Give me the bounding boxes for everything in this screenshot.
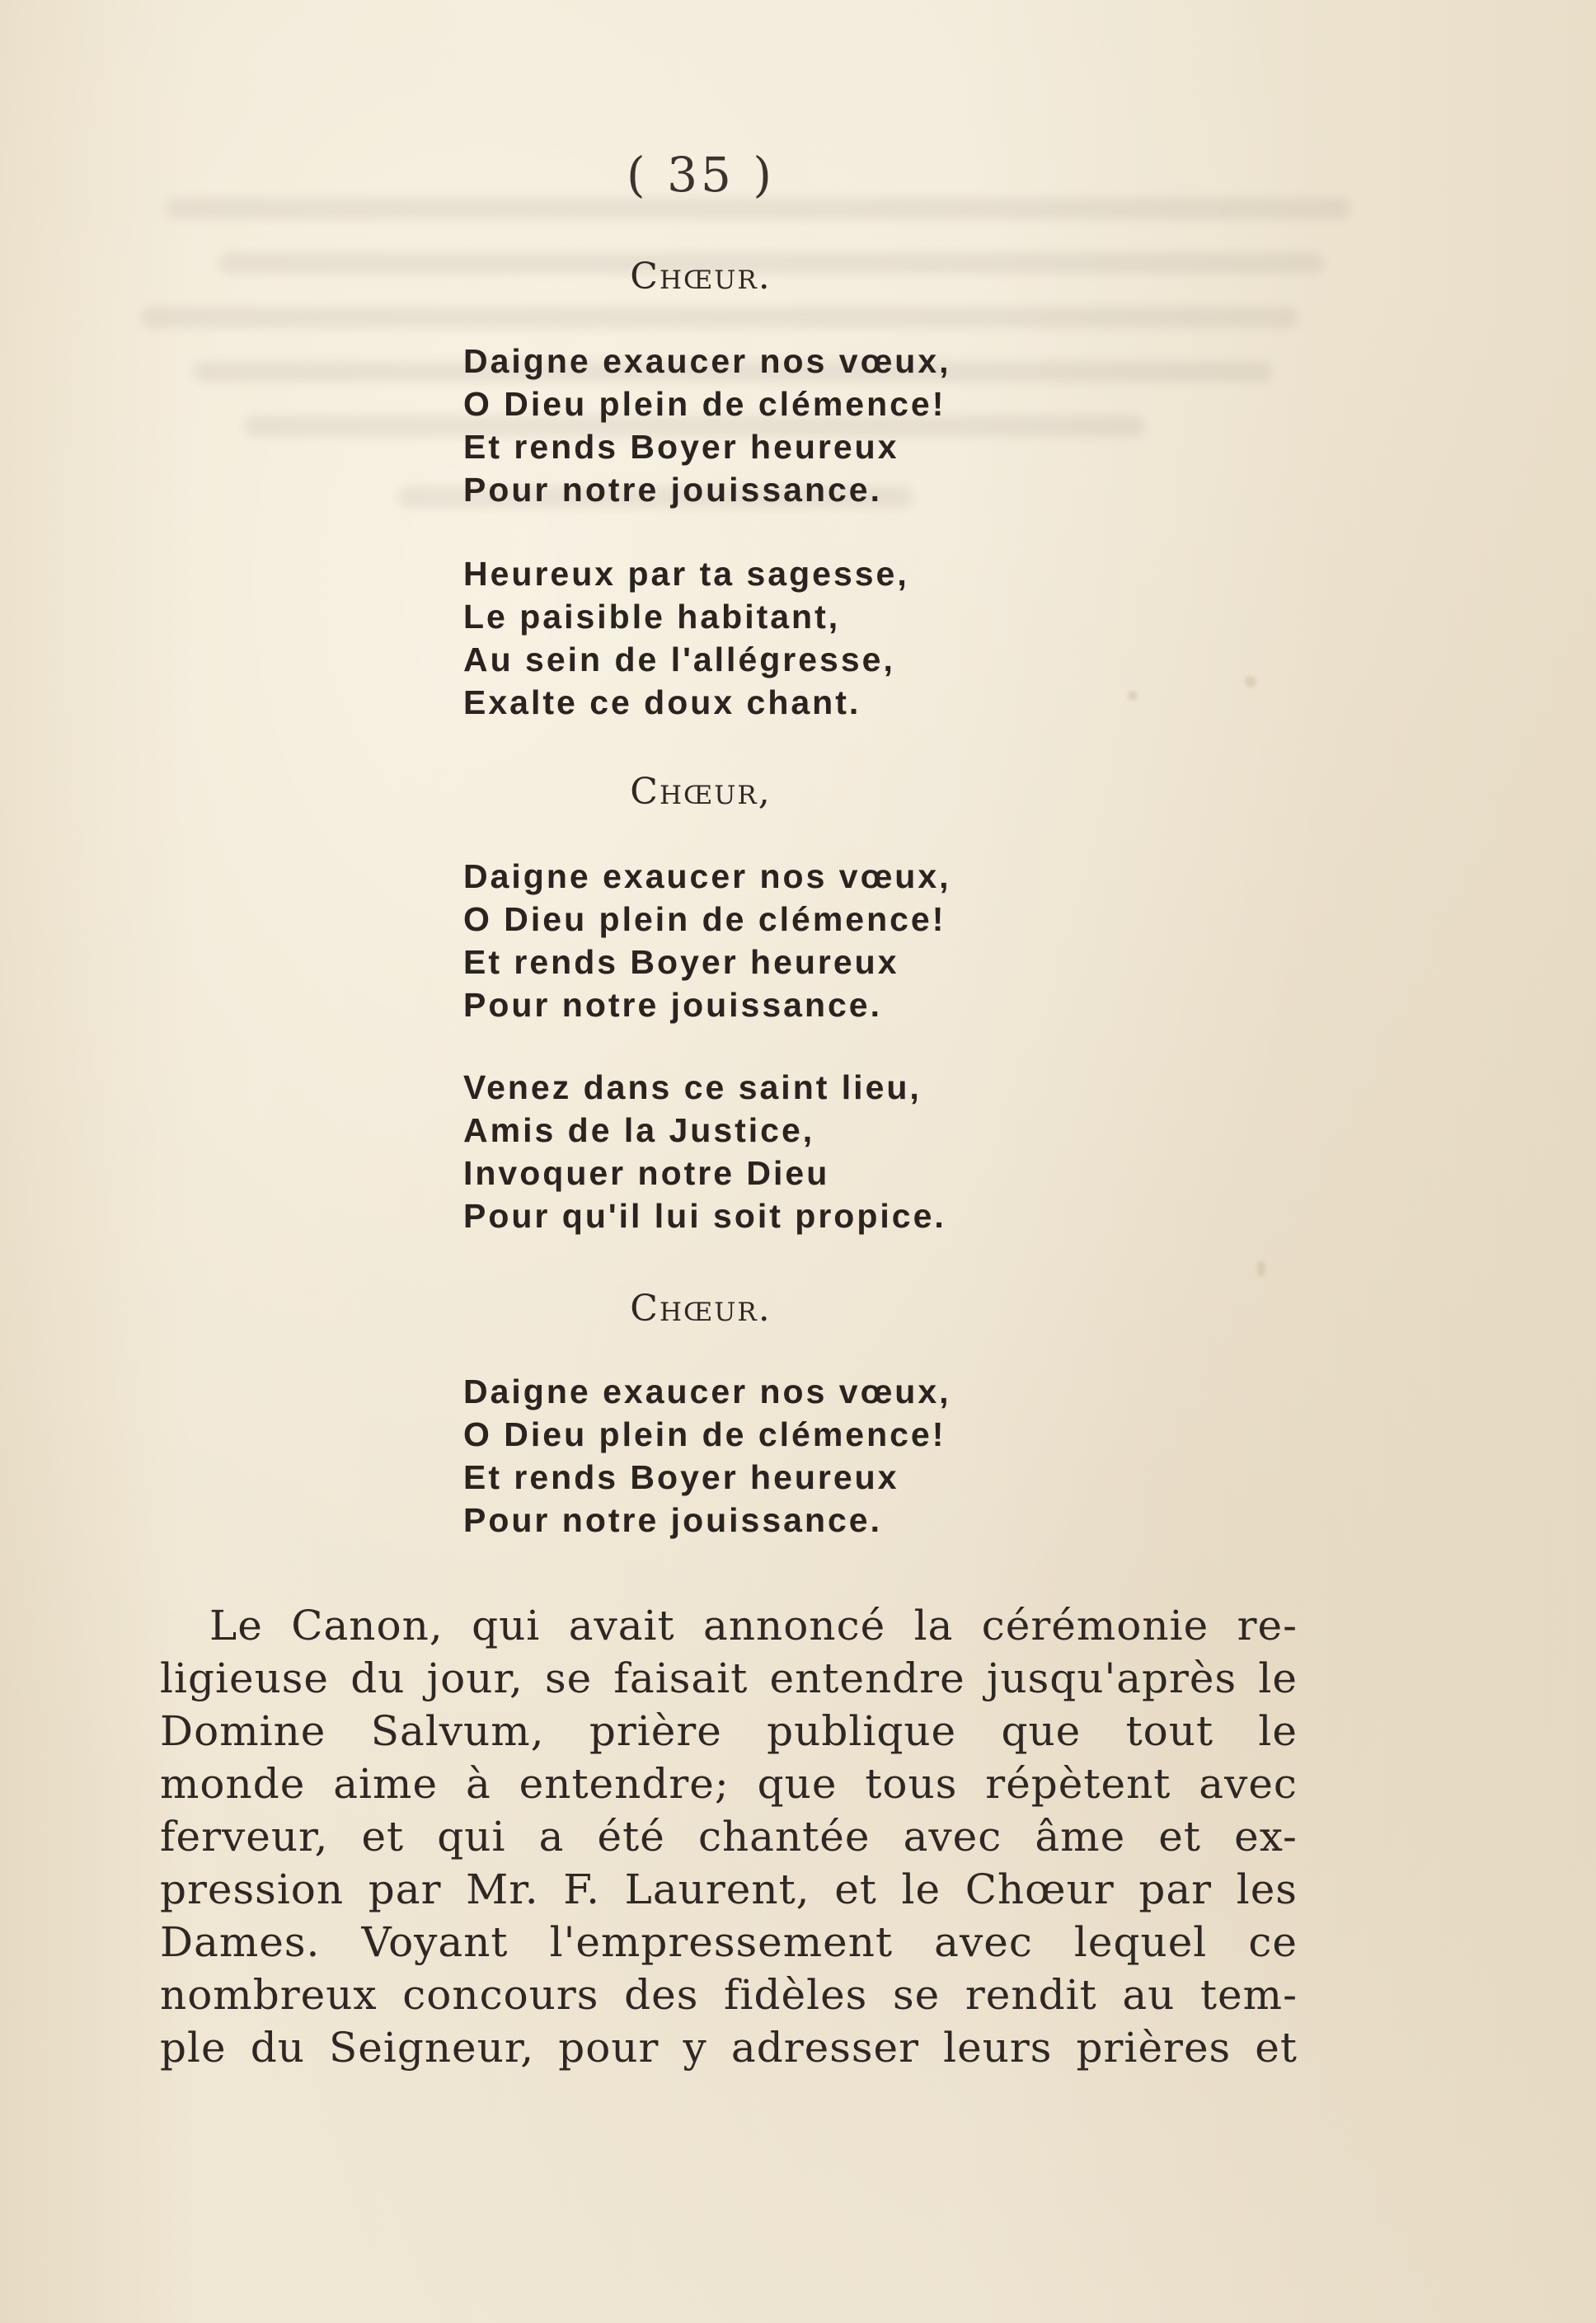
prose-word: Laurent, <box>624 1865 810 1913</box>
prose-word: chantée <box>697 1813 871 1861</box>
verse-line: Pour qu'il lui soit propice. <box>463 1197 946 1235</box>
prose-word: des <box>624 1971 699 2019</box>
prose-word: tem- <box>1199 1971 1298 2019</box>
verse-line: Au sein de l'allégresse, <box>463 641 895 678</box>
prose-word: rendit <box>965 1971 1097 2019</box>
prose-word: aime <box>333 1760 439 1808</box>
prose-word: re- <box>1237 1602 1298 1650</box>
verse-line: O Dieu plein de clémence! <box>463 1415 946 1453</box>
foxing-spot <box>1257 1261 1265 1276</box>
prose-word: nombreux <box>160 1971 378 2019</box>
verse-line: O Dieu plein de clémence! <box>463 385 946 423</box>
prose-word: se <box>544 1654 593 1702</box>
prose-line <box>160 2021 1298 2074</box>
prose-word: et <box>361 1813 405 1861</box>
verse-line: Daigne exaucer nos vœux, <box>463 857 951 895</box>
verse-line: O Dieu plein de clémence! <box>463 900 946 938</box>
prose-word: avec <box>903 1813 1002 1861</box>
prose-word: à <box>465 1760 491 1808</box>
prose-word: qui <box>437 1813 506 1861</box>
prose-word: a <box>538 1813 565 1861</box>
prose-word: la <box>913 1602 954 1650</box>
prose-word: avec <box>934 1918 1033 1966</box>
prose-word: les <box>1236 1865 1298 1913</box>
verse-line: Et rends Boyer heureux <box>463 428 899 466</box>
prose-word: âme <box>1035 1813 1126 1861</box>
verse-line: Le paisible habitant, <box>463 598 841 636</box>
verse-line: Daigne exaucer nos vœux, <box>463 342 951 380</box>
verse-line: Invoquer notre Dieu <box>463 1154 830 1192</box>
verse-line: Pour notre jouissance. <box>463 1501 882 1539</box>
verse-line: Amis de la Justice, <box>463 1111 815 1149</box>
prose-word: leurs <box>943 2024 1053 2072</box>
foxing-spot <box>1245 676 1256 688</box>
prose-line <box>160 1810 1298 1863</box>
verse-line: Pour notre jouissance. <box>463 986 882 1024</box>
prose-word: le <box>1258 1654 1298 1702</box>
prose-word: que <box>757 1760 838 1808</box>
prose-word: tous <box>865 1760 958 1808</box>
prose-word: annoncé <box>703 1602 886 1650</box>
prose-word: tout <box>1125 1707 1214 1755</box>
verse-line: Daigne exaucer nos vœux, <box>463 1373 951 1410</box>
verse-stanza <box>463 855 1057 1026</box>
verse-line: Exalte ce doux chant. <box>463 683 861 721</box>
prose-word: F. <box>563 1865 601 1913</box>
prose-word: prières <box>1076 2024 1232 2072</box>
prose-word: au <box>1122 1971 1176 2019</box>
prose-word: prière <box>589 1707 722 1755</box>
prose-word: le <box>1258 1707 1298 1755</box>
prose-word: entendre; <box>519 1760 730 1808</box>
prose-word: par <box>1138 1865 1213 1913</box>
verse-stanza <box>463 1066 1057 1237</box>
prose-word: et <box>834 1865 877 1913</box>
prose-word: publique <box>767 1707 957 1755</box>
prose-word: lequel <box>1073 1918 1208 1966</box>
prose-word: répètent <box>985 1760 1171 1808</box>
prose-word: monde <box>160 1760 306 1808</box>
page-number: ( 35 ) <box>627 147 775 203</box>
prose-line <box>160 1969 1298 2021</box>
prose-word: ex- <box>1234 1813 1298 1861</box>
prose-word: avait <box>568 1602 675 1650</box>
prose-word: ligieuse <box>160 1654 330 1702</box>
prose-word: le <box>901 1865 941 1913</box>
prose-word: fidèles <box>724 1971 868 2019</box>
prose-word: pour <box>558 2024 660 2072</box>
prose-word: l'empressement <box>549 1918 894 1966</box>
prose-word: que <box>1001 1707 1082 1755</box>
prose-line <box>160 1916 1298 1969</box>
prose-word: Canon, <box>291 1602 444 1650</box>
prose-line <box>160 1652 1298 1705</box>
prose-word: Dames. <box>160 1918 321 1966</box>
prose-word: et <box>1158 1813 1201 1861</box>
prose-word: entendre <box>769 1654 965 1702</box>
prose-word: ferveur, <box>160 1813 329 1861</box>
prose-word: Le <box>209 1602 263 1650</box>
prose-word: Voyant <box>361 1918 509 1966</box>
verse-stanza <box>463 340 1057 511</box>
verse-line: Pour notre jouissance. <box>463 471 882 509</box>
chorus-heading: Chœur. <box>630 1288 772 1330</box>
prose-word: Domine <box>160 1707 326 1755</box>
prose-word: Seigneur, <box>329 2024 535 2072</box>
prose-word: qui <box>472 1602 541 1650</box>
prose-line <box>160 1599 1298 1652</box>
verse-stanza <box>463 1370 1057 1542</box>
prose-word: du <box>350 1654 406 1702</box>
verse-line: Et rends Boyer heureux <box>463 1458 899 1496</box>
prose-paragraph <box>160 1599 1298 2074</box>
prose-word: concours <box>402 1971 599 2019</box>
verse-line: Et rends Boyer heureux <box>463 943 899 981</box>
prose-word: se <box>892 1971 941 2019</box>
prose-word: y <box>683 2024 707 2072</box>
prose-word: cérémonie <box>981 1602 1209 1650</box>
prose-line <box>160 1863 1298 1916</box>
chorus-heading: Chœur. <box>630 256 772 298</box>
prose-word: du <box>250 2024 305 2072</box>
chorus-heading: Chœur, <box>630 771 772 813</box>
prose-word: ce <box>1248 1918 1298 1966</box>
foxing-spot <box>1128 691 1138 701</box>
prose-word: Salvum, <box>370 1707 545 1755</box>
prose-word: faisait <box>613 1654 749 1702</box>
verse-line: Venez dans ce saint lieu, <box>463 1068 922 1106</box>
verse-stanza <box>463 552 1057 724</box>
prose-line <box>160 1705 1298 1758</box>
prose-word: Chœur <box>965 1865 1115 1913</box>
prose-word: jusqu'après <box>986 1654 1237 1702</box>
prose-word: par <box>368 1865 442 1913</box>
prose-word: Mr. <box>466 1865 539 1913</box>
prose-word: et <box>1255 2024 1298 2072</box>
prose-word: ple <box>160 2024 227 2072</box>
prose-word: jour, <box>426 1654 523 1702</box>
prose-word: adresser <box>730 2024 920 2072</box>
prose-word: avec <box>1199 1760 1298 1808</box>
prose-word: pression <box>160 1865 345 1913</box>
prose-line <box>160 1758 1298 1810</box>
verse-line: Heureux par ta sagesse, <box>463 555 909 593</box>
prose-word: été <box>597 1813 665 1861</box>
